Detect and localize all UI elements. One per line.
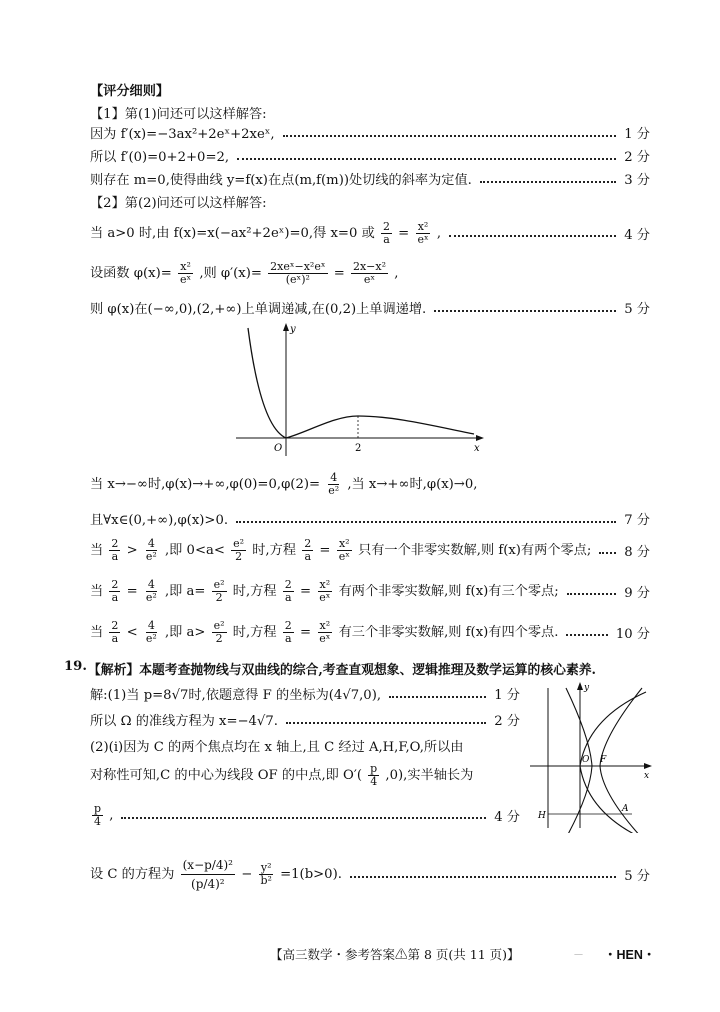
- score-4: 4 分: [624, 227, 650, 243]
- num: p: [370, 761, 378, 775]
- leader-dots: [236, 521, 616, 523]
- case-line-2-text: [90, 579, 559, 604]
- fraction: [283, 579, 294, 604]
- c-pre: 当: [90, 542, 104, 558]
- section-title: 【评分细则】: [90, 84, 170, 99]
- den: a: [383, 232, 390, 246]
- fraction: [109, 579, 120, 604]
- leader-dots: [121, 817, 486, 819]
- leader-dots: [567, 593, 617, 595]
- num: 2xeˣ−x²eˣ: [270, 259, 326, 273]
- case-line-3: [90, 614, 650, 650]
- den: 2: [215, 590, 223, 604]
- den: eˣ: [363, 272, 376, 286]
- part2-line-1: [90, 216, 650, 250]
- score-10: 10 分: [615, 626, 650, 642]
- q19l4-lead: 对称性可知,C 的中心为线段 OF 的中点,即 O′(: [90, 767, 362, 783]
- c-mid: ,即 0<a<: [164, 542, 225, 558]
- c-mid2: 时,方程: [252, 542, 297, 558]
- fraction: [178, 261, 193, 286]
- q19-line-4-text: [90, 763, 473, 788]
- c-eq: =: [319, 542, 331, 558]
- part1-heading: 【1】第(1)问还可以这样解答:: [90, 107, 267, 122]
- p2l2-mid: ,则 φ′(x)=: [199, 265, 262, 281]
- q19-line-1: [90, 684, 520, 703]
- num: 2: [111, 618, 119, 632]
- p2l1-lead: 当 a>0 时,由 f(x)=x(−ax²+2eˣ)=0,得 x=0 或: [90, 225, 375, 241]
- den: eˣ: [319, 631, 331, 645]
- num: 2: [111, 577, 119, 591]
- phi-graph: [234, 320, 494, 460]
- score-q19-2: 2 分: [494, 714, 520, 729]
- q19-number: 19.: [64, 659, 87, 674]
- part2-line-5-text: 且∀x∈(0,+∞),φ(x)>0.: [90, 513, 229, 528]
- F-label: F: [600, 755, 607, 765]
- den: 4: [370, 774, 378, 788]
- leader-dots: [389, 696, 486, 698]
- part1-line-2-text: 所以 f′(0)=0+2+0=2,: [90, 150, 230, 165]
- fraction: [268, 261, 327, 286]
- y-axis-arrow: [283, 323, 289, 331]
- part2-line-4-text: [90, 472, 477, 497]
- q19-line-4: [90, 758, 520, 792]
- den: 2: [235, 549, 243, 563]
- leader-dots: [434, 310, 616, 312]
- hyperbola-right-branch: [600, 688, 642, 833]
- c-rel: <: [126, 624, 138, 640]
- p2l1-tail: ,: [436, 225, 442, 241]
- leader-dots: [350, 876, 616, 878]
- fraction: [326, 472, 341, 497]
- num: 4: [330, 470, 338, 484]
- fraction: [337, 538, 352, 563]
- fraction: [317, 579, 332, 604]
- fraction: [144, 620, 159, 645]
- q19l5-tail: ,: [109, 807, 114, 823]
- x-label: x: [644, 771, 650, 781]
- part2-line-3: [90, 298, 650, 317]
- num: y²: [260, 860, 272, 874]
- q19-line-5-text: [90, 803, 113, 828]
- H-label: H: [538, 811, 546, 821]
- c-rel: >: [126, 542, 138, 558]
- q19-line-2-text: 所以 Ω 的准线方程为 x=−4√7.: [90, 714, 278, 729]
- leader-dots: [599, 552, 616, 554]
- den: a: [111, 631, 119, 645]
- fraction: [415, 221, 430, 246]
- score-7: 7 分: [624, 513, 650, 528]
- O-label: O: [582, 755, 590, 765]
- fraction: [283, 620, 294, 645]
- fraction: [381, 221, 392, 246]
- den: e²: [145, 631, 157, 645]
- fraction: [109, 620, 120, 645]
- score-q19-1: 1 分: [494, 688, 520, 703]
- A-label: A: [622, 804, 629, 814]
- q19-line-6-text: [90, 856, 342, 893]
- part1-line-3-text: 则存在 m=0,使得曲线 y=f(x)在点(m,f(m))处切线的斜率为定值.: [90, 173, 472, 188]
- den: a: [284, 590, 292, 604]
- c-tail: 有两个非零实数解,则 f(x)有三个零点;: [338, 583, 559, 599]
- num: 4: [147, 536, 155, 550]
- part1-line-1-text: 因为 f′(x)=−3ax²+2eˣ+2xeˣ,: [90, 127, 275, 142]
- minus-sign: −: [241, 866, 253, 882]
- x-label: x: [474, 443, 480, 454]
- footer-code: ・HEN・: [604, 948, 656, 962]
- hyperbola-x-fraction: [181, 856, 235, 893]
- score-2: 2 分: [624, 150, 650, 165]
- num: 2: [304, 536, 312, 550]
- c-rel: =: [126, 583, 138, 599]
- y-label: y: [584, 683, 590, 693]
- den: a: [111, 549, 119, 563]
- num: 4: [147, 618, 155, 632]
- leader-dots: [480, 181, 616, 183]
- y-axis-arrow: [577, 682, 583, 690]
- leader-dots: [237, 158, 616, 160]
- case-line-1: [90, 532, 650, 568]
- fraction: [212, 620, 227, 645]
- q19-line-5: [90, 798, 520, 832]
- q19-heading: 【解析】本题考查抛物线与双曲线的综合,考查直观想象、逻辑推理及数学运算的核心素养.: [88, 663, 596, 678]
- den: a: [111, 590, 119, 604]
- num: 2: [284, 577, 292, 591]
- y-label: y: [290, 324, 296, 335]
- leader-dots: [286, 722, 486, 724]
- part2-line-2: [90, 256, 650, 290]
- x-axis-arrow: [476, 435, 484, 441]
- fraction: [368, 763, 379, 788]
- fraction: [144, 538, 159, 563]
- num: 2: [111, 536, 119, 550]
- case-line-1-text: [90, 538, 591, 563]
- c-tail: 有三个非零实数解,则 f(x)有四个零点.: [338, 624, 559, 640]
- c-mid2: 时,方程: [232, 583, 277, 599]
- p2l2-lead: 设函数 φ(x)=: [90, 265, 172, 281]
- score-3: 3 分: [624, 173, 650, 188]
- leader-dots: [283, 135, 617, 137]
- den: (p/4)²: [191, 876, 225, 891]
- fraction: [317, 620, 332, 645]
- den: a: [284, 631, 292, 645]
- score-8: 8 分: [624, 544, 650, 560]
- den: e²: [145, 590, 157, 604]
- den: b²: [260, 873, 272, 887]
- q19-line-3: (2)(ⅰ)因为 C 的两个焦点均在 x 轴上,且 C 经过 A,H,F,O,所以由: [90, 740, 464, 755]
- den: eˣ: [417, 232, 429, 246]
- num: x²: [319, 577, 331, 591]
- num: x²: [319, 618, 331, 632]
- den: e²: [328, 483, 340, 497]
- num: e²: [213, 618, 225, 632]
- part2-line-3-text: 则 φ(x)在(−∞,0),(2,+∞)上单调递减,在(0,2)上单调递增.: [90, 302, 427, 317]
- p2l1-mid: =: [398, 225, 410, 241]
- fraction: [231, 538, 246, 563]
- num: x²: [338, 536, 350, 550]
- den: eˣ: [179, 272, 192, 286]
- score-1: 1 分: [624, 127, 650, 142]
- fraction: [109, 538, 120, 563]
- c-mid: ,即 a=: [164, 583, 206, 599]
- c-pre: 当: [90, 583, 104, 599]
- score-9: 9 分: [624, 585, 650, 601]
- fraction: [212, 579, 227, 604]
- p2l2-eq: =: [333, 265, 345, 281]
- num: p: [94, 801, 102, 815]
- part2-line-4: [90, 467, 650, 501]
- part2-line-5: [90, 509, 650, 528]
- c-pre: 当: [90, 624, 104, 640]
- leader-dots: [449, 235, 616, 237]
- fraction: [144, 579, 159, 604]
- num: e²: [233, 536, 245, 550]
- origin-label: O: [274, 443, 283, 454]
- den: eˣ: [319, 590, 331, 604]
- num: (x−p/4)²: [181, 856, 235, 875]
- q19-line-6: [90, 850, 650, 898]
- den: a: [304, 549, 311, 563]
- fraction: [351, 261, 388, 286]
- c-mid: ,即 a>: [164, 624, 206, 640]
- num: 2x−x²: [352, 259, 387, 273]
- part2-line-2-text: [90, 261, 398, 286]
- num: 2: [284, 618, 292, 632]
- p2l4-tail: ,当 x→+∞时,φ(x)→0,: [347, 476, 478, 492]
- phi-curve: [248, 328, 474, 438]
- part2-heading: 【2】第(2)问还可以这样解答:: [90, 196, 267, 211]
- num: e²: [213, 577, 225, 591]
- case-line-2: [90, 573, 650, 609]
- q19-line-1-text: 解:(1)当 p=8√7时,依题意得 F 的坐标为(4√7,0),: [90, 688, 382, 703]
- case-line-3-text: [90, 620, 558, 645]
- den: 2: [215, 631, 223, 645]
- parabola-curve: [580, 692, 646, 833]
- q19l6-lead: 设 C 的方程为: [90, 866, 175, 882]
- page-footer: 【高三数学・参考答案⚠第 8 页(共 11 页)】: [270, 947, 520, 962]
- c-mid2: 时,方程: [232, 624, 277, 640]
- footer-mark: —: [574, 950, 583, 960]
- den: eˣ: [338, 549, 350, 563]
- c-tail: 只有一个非零实数解,则 f(x)有两个零点;: [358, 542, 592, 558]
- fraction: [302, 538, 313, 563]
- score-5: 5 分: [624, 302, 650, 317]
- den: 4: [94, 814, 102, 828]
- c-eq: =: [299, 624, 312, 640]
- p2l4-lead: 当 x→−∞时,φ(x)→+∞,φ(0)=0,φ(2)=: [90, 476, 321, 492]
- q19l6-tail: =1(b>0).: [280, 866, 342, 882]
- num: x²: [417, 219, 429, 233]
- q19-line-2: [90, 710, 520, 729]
- c-eq: =: [299, 583, 312, 599]
- leader-dots: [566, 634, 607, 636]
- den: (eˣ)²: [285, 272, 310, 286]
- part1-line-2: [90, 146, 650, 165]
- num: 4: [147, 577, 155, 591]
- part2-line-1-text: [90, 221, 441, 246]
- num: 2: [382, 219, 390, 233]
- den: e²: [145, 549, 157, 563]
- p2l2-tail: ,: [394, 265, 399, 281]
- score-q19-5: 5 分: [624, 868, 650, 884]
- part1-line-1: [90, 123, 650, 142]
- fraction: [258, 862, 273, 887]
- parabola-hyperbola-graph: [528, 678, 658, 833]
- x-axis-arrow: [644, 763, 652, 769]
- tick-2-label: 2: [355, 443, 362, 454]
- score-q19-4: 4 分: [494, 809, 520, 825]
- num: x²: [180, 259, 191, 273]
- q19l4-tail: ,0),实半轴长为: [385, 767, 474, 783]
- fraction: [92, 803, 103, 828]
- part1-line-3: [90, 169, 650, 188]
